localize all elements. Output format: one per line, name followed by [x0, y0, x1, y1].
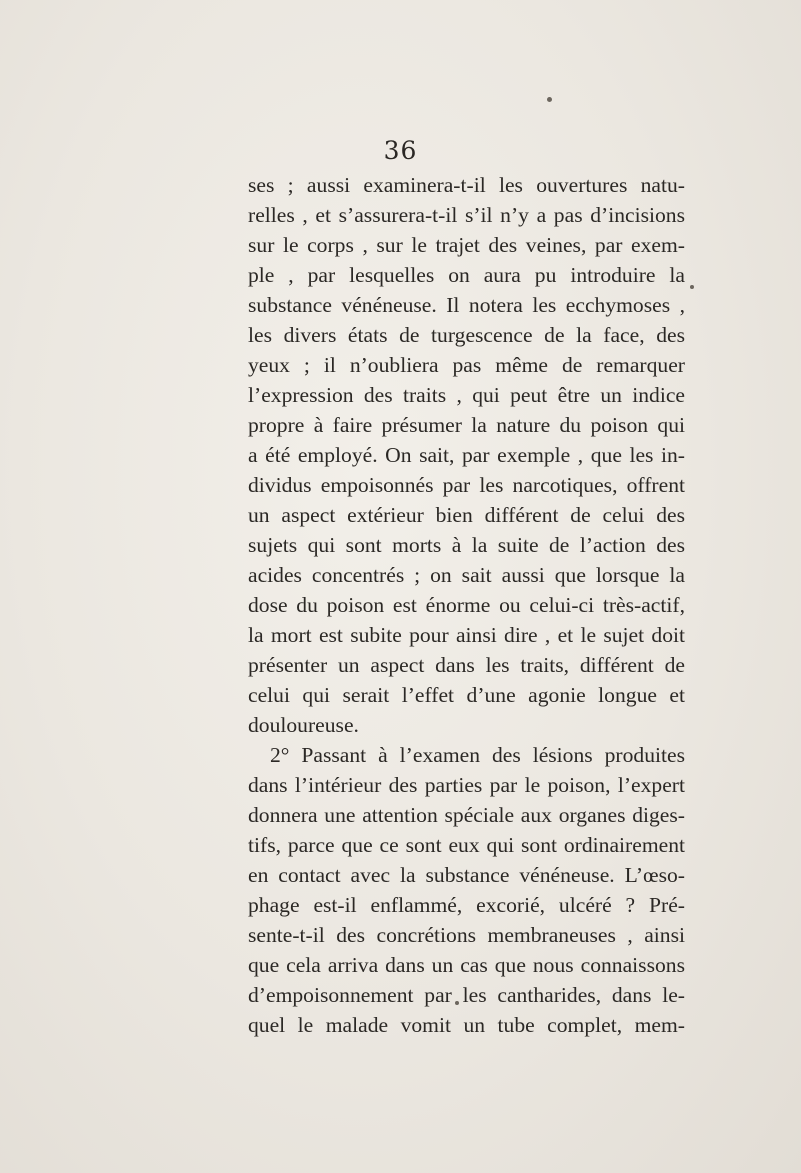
text-line: sur le corps , sur le trajet des veines, par exem-	[248, 233, 685, 257]
text-line: propre à faire présumer la nature du poison qui	[248, 413, 685, 437]
text-line: la mort est subite pour ainsi dire , et le sujet doit	[248, 623, 685, 647]
text-line: d’empoisonnement par les cantharides, dans le-	[248, 983, 685, 1007]
text-line: quel le malade vomit un tube complet, mem-	[248, 1013, 685, 1037]
text-line: sente-t-il des concrétions membraneuses , ainsi	[248, 923, 685, 947]
text-line: sujets qui sont morts à la suite de l’action des	[248, 533, 685, 557]
text-line: un aspect extérieur bien différent de celui des	[248, 503, 685, 527]
ink-speck	[690, 285, 694, 289]
text-line: donnera une attention spéciale aux organes diges-	[248, 803, 685, 827]
text-line: dans l’intérieur des parties par le poison, l’expert	[248, 773, 685, 797]
paragraph-end-line: douloureuse.	[248, 713, 359, 737]
text-line: que cela arriva dans un cas que nous connaissons	[248, 953, 685, 977]
body-text	[248, 170, 685, 1040]
page-number: 36	[383, 136, 418, 165]
text-line: dose du poison est énorme ou celui-ci très-actif,	[248, 593, 685, 617]
text-line: les divers états de turgescence de la face, des	[248, 323, 685, 347]
text-line: celui qui serait l’effet d’une agonie longue et	[248, 683, 685, 707]
ink-speck	[547, 97, 552, 102]
text-line: en contact avec la substance vénéneuse. L’œso-	[248, 863, 685, 887]
text-line: yeux ; il n’oubliera pas même de remarquer	[248, 353, 685, 377]
text-line: l’expression des traits , qui peut être un indice	[248, 383, 685, 407]
text-line: a été employé. On sait, par exemple , que les in-	[248, 443, 685, 467]
text-line: ple , par lesquelles on aura pu introduire la	[248, 263, 685, 287]
text-line: présenter un aspect dans les traits, différent de	[248, 653, 685, 677]
text-line: tifs, parce que ce sont eux qui sont ordinairement	[248, 833, 685, 857]
text-line: ses ; aussi examinera-t-il les ouvertures natu-	[248, 173, 685, 197]
text-line: substance vénéneuse. Il notera les ecchymoses ,	[248, 293, 685, 317]
text-line: relles , et s’assurera-t-il s’il n’y a pas d’incisions	[248, 203, 685, 227]
paragraph-start-line: 2° Passant à l’examen des lésions produites	[270, 743, 685, 767]
text-line: dividus empoisonnés par les narcotiques, offrent	[248, 473, 685, 497]
text-line: phage est-il enflammé, excorié, ulcéré ? Pré-	[248, 893, 685, 917]
text-line: acides concentrés ; on sait aussi que lorsque la	[248, 563, 685, 587]
